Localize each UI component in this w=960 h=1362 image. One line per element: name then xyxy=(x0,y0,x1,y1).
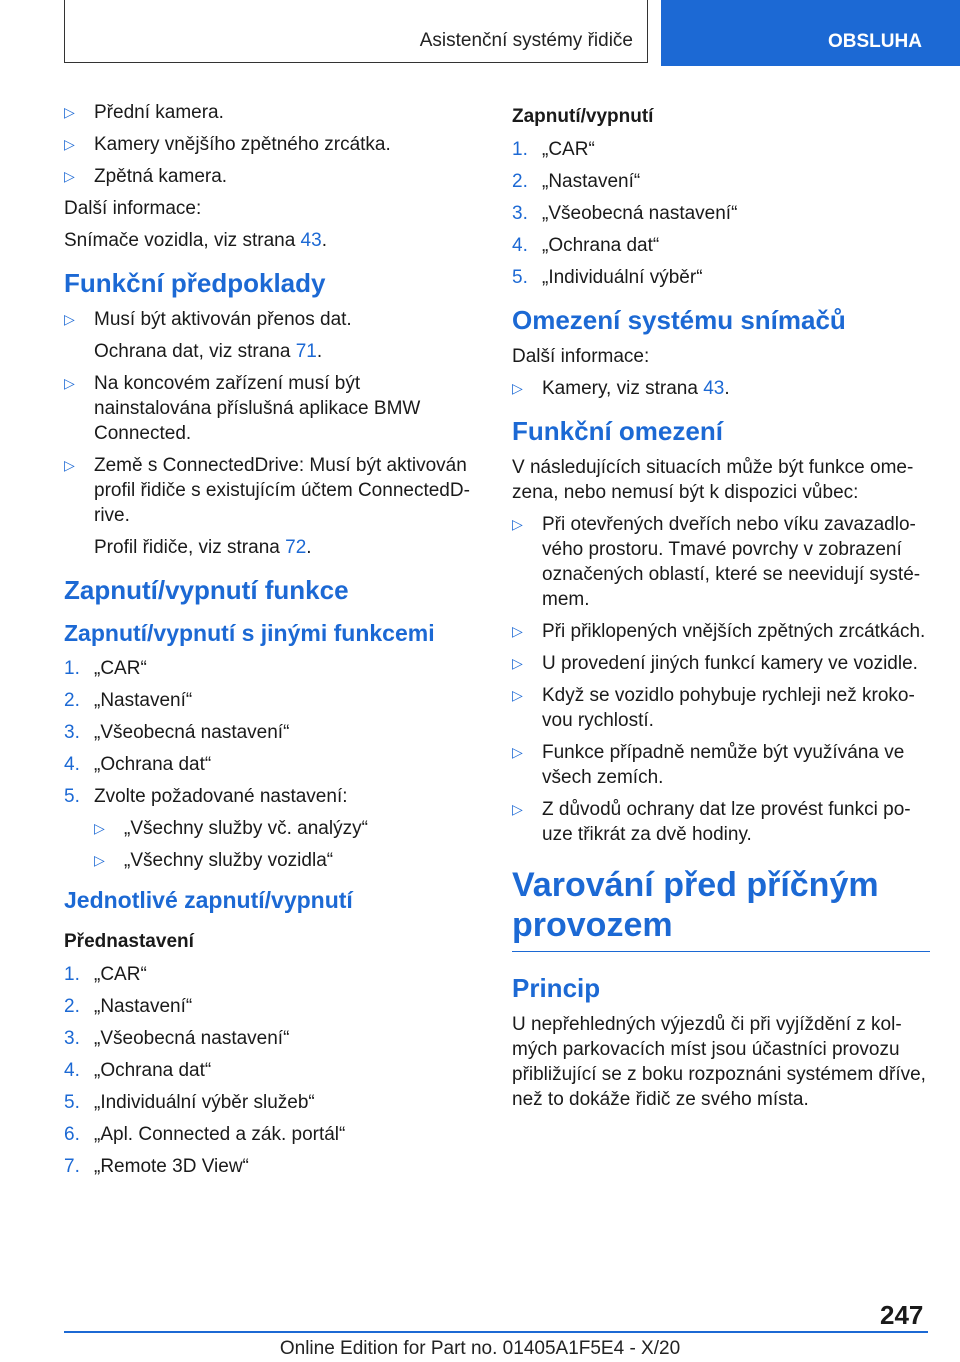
triangle-bullet-icon: ▷ xyxy=(64,136,75,152)
list-item: ▷ Země s ConnectedDrive: Musí být aktivován profil řidiče s existujícím účtem ConnectedD-rive. xyxy=(64,455,470,526)
sub-list-item: ▷ „Všechny služby vč. analýzy“ xyxy=(94,818,368,839)
heading-princip: Princip xyxy=(512,973,601,1003)
list-item: ▷ Musí být aktivován přenos dat. xyxy=(64,309,352,330)
list-item: ▷ Při otevřených dveřích nebo víku zavazadlo-vého prostoru. Tmavé povrchy v zobrazení označených oblastí, které se neevidují systé-mem. xyxy=(512,514,921,610)
list-item: ▷ Zpětná kamera. xyxy=(64,166,228,187)
page-number: 247 xyxy=(880,1300,924,1330)
numbered-step: 1. „CAR“ xyxy=(512,139,595,160)
page-header xyxy=(0,0,960,66)
triangle-bullet-icon: ▷ xyxy=(64,311,75,327)
heading-predpoklady: Funkční předpoklady xyxy=(64,268,326,298)
triangle-bullet-icon: ▷ xyxy=(512,623,523,639)
numbered-step: 3. „Všeobecná nastavení“ xyxy=(64,1028,290,1049)
list-item: ▷ Při přiklopených vnějších zpětných zrcátkách. xyxy=(512,621,926,642)
footer-divider xyxy=(64,1331,928,1333)
triangle-bullet-icon: ▷ xyxy=(512,655,523,671)
section-tab-label: OBSLUHA xyxy=(828,31,922,52)
list-item: ▷ Když se vozidlo pohybuje rychleji než kroko-vou rychlostí. xyxy=(512,685,915,731)
numbered-step: 7. „Remote 3D View“ xyxy=(64,1156,249,1177)
page-link[interactable]: 72 xyxy=(285,537,307,558)
page-link[interactable]: 71 xyxy=(295,341,317,362)
page-link[interactable]: 43 xyxy=(300,230,322,251)
heading-zapnuti-funkce: Zapnutí/vypnutí funkce xyxy=(64,575,349,605)
numbered-step: 2. „Nastavení“ xyxy=(512,171,641,192)
right-column xyxy=(512,100,930,1119)
triangle-bullet-icon: ▷ xyxy=(94,852,105,868)
numbered-step: 4. „Ochrana dat“ xyxy=(64,754,212,775)
more-info-label: Další informace: xyxy=(64,198,202,219)
triangle-bullet-icon: ▷ xyxy=(64,168,75,184)
left-column xyxy=(64,100,479,1186)
edition-footer: Online Edition for Part no. 01405A1F5E4 - X/20 xyxy=(279,1338,681,1359)
section-title: Asistenční systémy řidiče xyxy=(419,30,633,51)
princip-paragraph: U nepřehledných výjezdů či při vyjíždění z kol-mých parkovacích míst jsou účastníci provozu přibližující se z boku rozpoznáni systémem dříve, než to dokáže řidič ze svého místa. xyxy=(512,1014,926,1110)
list-item: ▷ Z důvodů ochrany dat lze provést funkci po-uze třikrát za dvě hodiny. xyxy=(512,799,911,845)
triangle-bullet-icon: ▷ xyxy=(94,820,105,836)
section-tab xyxy=(661,0,960,66)
triangle-bullet-icon: ▷ xyxy=(512,687,523,703)
triangle-bullet-icon: ▷ xyxy=(64,457,75,473)
heading-prednastaveni: Přednastavení xyxy=(64,931,194,952)
numbered-step: 6. „Apl. Connected a zák. portál“ xyxy=(64,1124,346,1145)
cross-reference: Snímače vozidla, viz strana 43. xyxy=(64,230,327,251)
page-link[interactable]: 43 xyxy=(703,378,725,399)
list-item: ▷ Přední kamera. xyxy=(64,102,224,123)
numbered-step: 1. „CAR“ xyxy=(64,964,147,985)
numbered-step: 4. „Ochrana dat“ xyxy=(512,235,660,256)
numbered-step: 5. „Individuální výběr služeb“ xyxy=(64,1092,315,1113)
numbered-step: 5. Zvolte požadované nastavení: xyxy=(64,786,348,807)
triangle-bullet-icon: ▷ xyxy=(64,375,75,391)
triangle-bullet-icon: ▷ xyxy=(64,104,75,120)
more-info-label: Další informace: xyxy=(512,346,650,367)
intro-paragraph: V následujících situacích může být funkce ome-zena, nebo nemusí být k dispozici vůbec: xyxy=(512,457,914,503)
heading-omezeni-systemu: Omezení systému snímačů xyxy=(512,305,846,335)
sub-list-item: ▷ „Všechny služby vozidla“ xyxy=(94,850,334,871)
heading-zapnuti-vypnuti: Zapnutí/vypnutí xyxy=(512,106,654,127)
triangle-bullet-icon: ▷ xyxy=(512,380,523,396)
list-item: ▷ Kamery vnějšího zpětného zrcátka. xyxy=(64,134,391,155)
triangle-bullet-icon: ▷ xyxy=(512,801,523,817)
numbered-step: 3. „Všeobecná nastavení“ xyxy=(64,722,290,743)
numbered-step: 5. „Individuální výběr“ xyxy=(512,267,703,288)
triangle-bullet-icon: ▷ xyxy=(512,516,523,532)
heading-funkcni-omezeni: Funkční omezení xyxy=(512,416,723,446)
cross-reference: Profil řidiče, viz strana 72. xyxy=(94,537,312,558)
numbered-step: 2. „Nastavení“ xyxy=(64,996,193,1017)
cross-reference: Ochrana dat, viz strana 71. xyxy=(94,341,323,362)
numbered-step: 4. „Ochrana dat“ xyxy=(64,1060,212,1081)
heading-s-jinymi-funkcemi: Zapnutí/vypnutí s jinými funkcemi xyxy=(64,620,435,646)
numbered-step: 2. „Nastavení“ xyxy=(64,690,193,711)
heading-varovani: Varování před příčným provozem xyxy=(512,865,930,952)
numbered-step: 1. „CAR“ xyxy=(64,658,147,679)
list-item: ▷ Funkce případně nemůže být využívána ve všech zemích. xyxy=(512,742,905,788)
numbered-step: 3. „Všeobecná nastavení“ xyxy=(512,203,738,224)
list-item: ▷ Kamery, viz strana 43. xyxy=(512,378,730,399)
list-item: ▷ U provedení jiných funkcí kamery ve vozidle. xyxy=(512,653,918,674)
header-frame xyxy=(64,0,648,63)
triangle-bullet-icon: ▷ xyxy=(512,744,523,760)
list-item: ▷ Na koncovém zařízení musí být nainstalována příslušná aplikace BMW Connected. xyxy=(64,373,421,444)
heading-jednotlive: Jednotlivé zapnutí/vypnutí xyxy=(64,887,353,913)
